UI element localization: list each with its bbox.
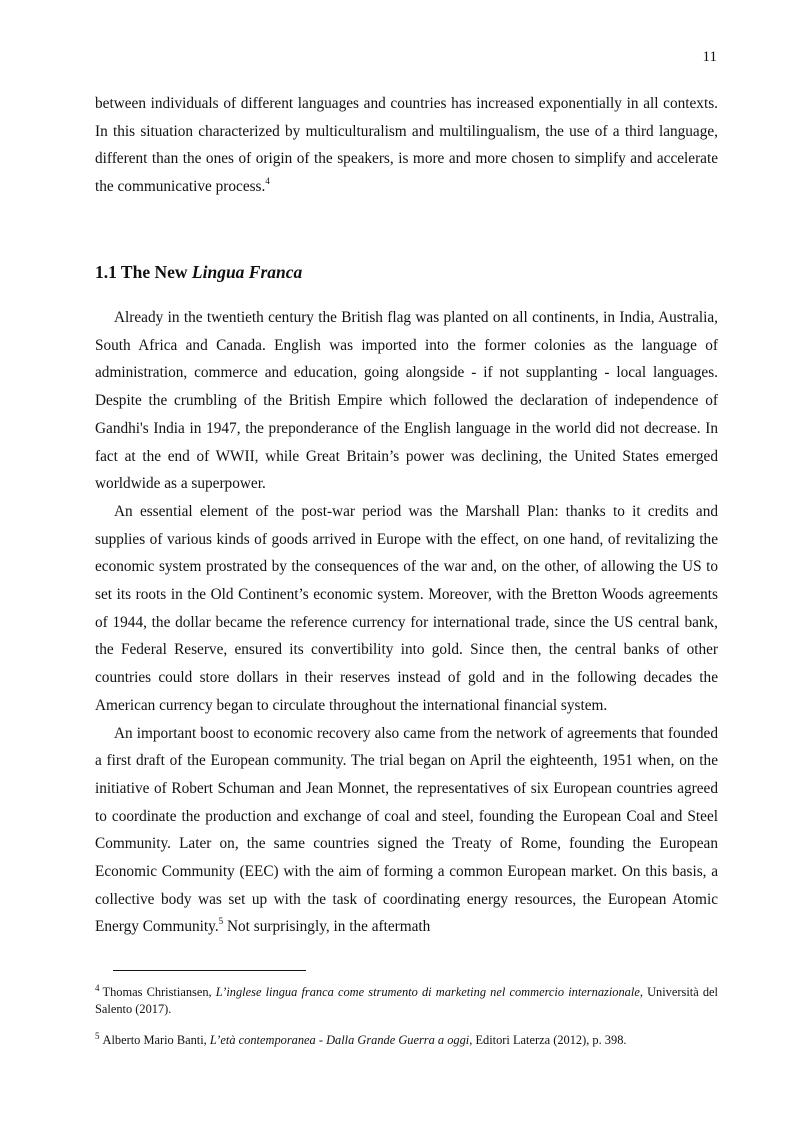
page-number: 11 <box>702 49 717 65</box>
footnote-separator <box>113 970 306 971</box>
footnote-4-rest: , Università del Salento (2017). <box>95 985 718 1016</box>
body-paragraph-3-tail: Not surprisingly, in the aftermath <box>223 918 431 936</box>
section-heading-italic: Lingua Franca <box>191 262 303 282</box>
intro-paragraph-text: between individuals of different languages and countries has increased exponentially in all contexts. In this situation characterized by multiculturalism and multilingualism, the use of a third language, different than the ones of origin of the speakers, is more and more chosen to simplify and accelerate the communicative process. <box>95 95 718 196</box>
footnote-5-title: L’età contemporanea - Dalla Grande Guerra a oggi <box>209 1033 470 1047</box>
body-text-block <box>95 304 718 941</box>
footnote-5-number: 5 <box>95 1031 100 1041</box>
footnote-4 <box>95 980 718 1018</box>
body-paragraph-3-text: An important boost to economic recovery also came from the network of agreements that founded a first draft of the European community. The trial began on April the eighteenth, 1951 when, on the initiative of Robert Schuman and Jean Monnet, the representatives of six European countries agreed to coordinate the production and exchange of coal and steel, founding the European Coal and Steel Community. Later on, the same countries signed the Treaty of Rome, founding the European Economic Community (EEC) with the aim of forming a common European market. On this basis, a collective body was set up with the task of coordinating energy resources, the European Atomic Energy Community. <box>95 724 718 936</box>
intro-paragraph <box>95 90 718 201</box>
section-heading-prefix: 1.1 The New <box>95 262 192 282</box>
body-paragraph-2: An essential element of the post-war period was the Marshall Plan: thanks to it credits and supplies of various kinds of goods arrived in Europe with the effect, on one hand, of revitalizing the economic system prostrated by the consequences of the war and, on the other, of allowing the US to set its roots in the Old Continent’s economic system. Moreover, with the Bretton Woods agreements of 1944, the dollar became the reference currency for international trade, since the US central bank, the Federal Reserve, ensured its convertibility into gold. Since then, the central banks of other countries could store dollars in their reserves instead of gold and in the following decades the American currency began to circulate throughout the international financial system. <box>95 502 718 714</box>
footnote-5-author: Alberto Mario Banti, <box>102 1033 210 1047</box>
footnote-5 <box>95 1028 718 1049</box>
footnote-4-author: Thomas Christiansen, <box>102 985 216 999</box>
intro-text-block <box>95 90 718 201</box>
footnote-5-rest: , Editori Laterza (2012), p. 398. <box>469 1033 627 1047</box>
footnote-ref-5[interactable]: 5 <box>218 916 224 927</box>
footnote-ref-4[interactable]: 4 <box>265 176 270 187</box>
section-heading <box>95 260 302 284</box>
footnote-4-number: 4 <box>95 983 100 993</box>
body-paragraph-3 <box>95 720 718 942</box>
body-paragraph-1: Already in the twentieth century the British flag was planted on all continents, in India, Australia, South Africa and Canada. English was imported into the former colonies as the language of administration, commerce and education, going alongside - if not supplanting - local languages. Despite the crumbling of the British Empire which followed the declaration of independence of Gandhi's India in 1947, the preponderance of the English language in the world did not decrease. In fact at the end of WWII, while Great Britain’s power was declining, the United States emerged worldwide as a superpower. <box>95 309 718 493</box>
footnote-4-title: L’inglese lingua franca come strumento di marketing nel commercio internazionale <box>215 985 640 999</box>
